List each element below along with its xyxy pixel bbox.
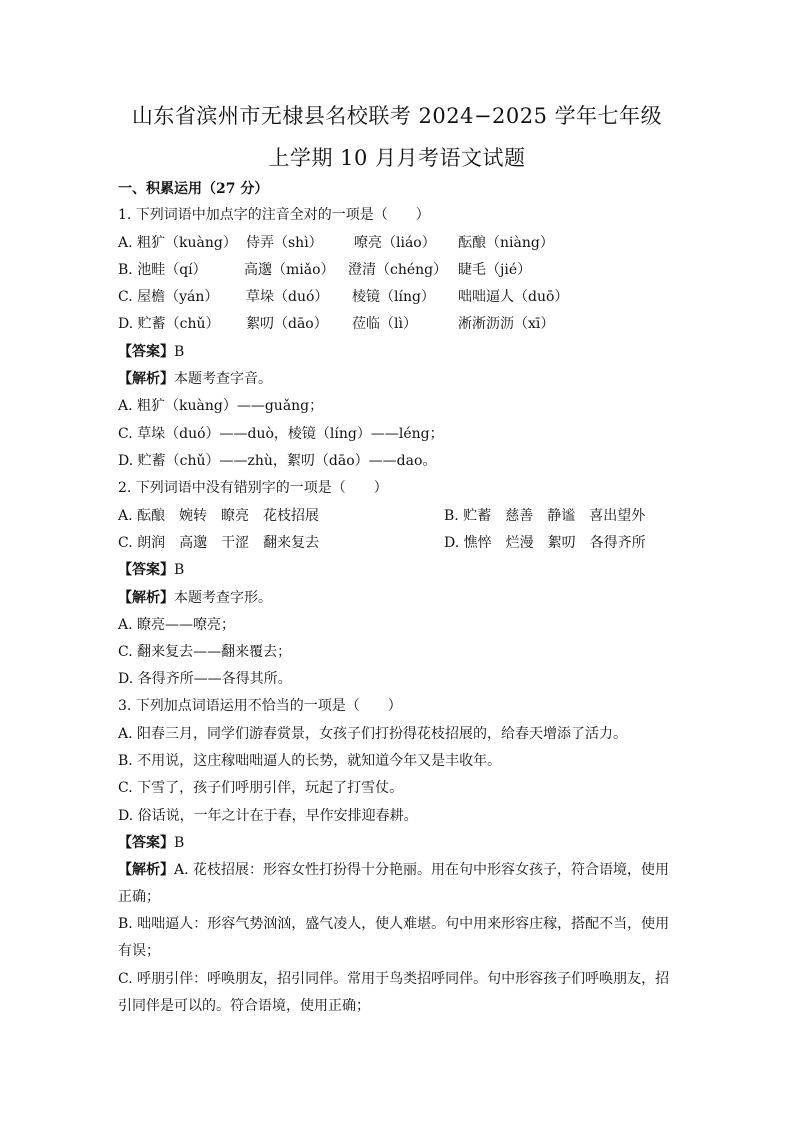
- q1-c-word-1: C. 屋檐（yán）: [118, 289, 219, 305]
- q3-analysis-line: 引同伴是可以的。符合语境，使用正确；: [118, 998, 370, 1014]
- analysis-text: 本题考查字形。: [174, 590, 272, 606]
- q1-d-word-4: 淅淅沥沥（xī）: [458, 316, 555, 332]
- q1-a-word-2: 侍弄（shì）: [246, 235, 323, 251]
- q1-c-word-4: 咄咄逼人（duō）: [458, 289, 569, 305]
- q1-note-d: D. 贮蓄（chǔ）——zhù，絮叨（dāo）——dao。: [118, 453, 437, 469]
- answer-value: B: [174, 835, 185, 851]
- answer-value: B: [174, 562, 185, 578]
- q1-d-word-1: D. 贮蓄（chǔ）: [118, 316, 220, 332]
- analysis-label: 【解析】: [118, 862, 174, 878]
- q3-answer: [118, 834, 184, 852]
- answer-label: 【答案】: [118, 344, 174, 360]
- q1-c-word-2: 草垛（duó）: [246, 289, 329, 305]
- q2-note-c: C. 翻来复去——翻来覆去；: [118, 644, 292, 660]
- section-heading: 一、积累运用（27 分）: [118, 181, 269, 197]
- doc-title-line2: 上学期 10 月月考语文试题: [268, 146, 526, 170]
- q3-option-d: D. 俗话说，一年之计在于春，早作安排迎春耕。: [118, 808, 418, 824]
- q2-option-c: C. 朗润 高邈 干涩 翻来复去: [118, 535, 320, 551]
- q1-option-d-row: [118, 315, 678, 333]
- q1-d-word-3: 莅临（lì）: [352, 316, 417, 332]
- q1-a-word-1: A. 粗犷（kuàng）: [118, 235, 237, 251]
- q2-option-a: A. 酝酿 婉转 瞭亮 花枝招展: [118, 508, 320, 524]
- answer-label: 【答案】: [118, 562, 174, 578]
- q1-b-word-2: 高邈（miǎo）: [244, 262, 335, 278]
- q1-d-word-2: 絮叨（dāo）: [246, 316, 328, 332]
- q2-note-a: A. 瞭亮——嘹亮；: [118, 617, 236, 633]
- q2-option-d: D. 憔悴 烂漫 絮叨 各得齐所: [444, 535, 646, 551]
- q1-option-a-row: [118, 234, 678, 252]
- q3-option-b: B. 不用说，这庄稼咄咄逼人的长势，就知道今年又是丰收年。: [118, 753, 502, 769]
- q1-c-word-3: 棱镜（líng）: [352, 289, 435, 305]
- doc-title-line1: 山东省滨州市无棣县名校联考 2024−2025 学年七年级: [131, 104, 663, 128]
- q1-b-word-4: 睫毛（jié）: [458, 262, 532, 278]
- question-2-stem: 2. 下列词语中没有错别字的一项是（ ）: [118, 480, 388, 496]
- q1-a-word-3: 嘹亮（liáo）: [354, 235, 436, 251]
- q2-note-d: D. 各得齐所——各得其所。: [118, 671, 292, 687]
- q2-option-b: B. 贮蓄 慈善 静谧 喜出望外: [444, 508, 646, 524]
- question-1-stem: 1. 下列词语中加点字的注音全对的一项是（ ）: [118, 207, 430, 223]
- answer-value: B: [174, 344, 185, 360]
- q3-analysis-line: 有误；: [118, 943, 160, 959]
- analysis-label: 【解析】: [118, 590, 174, 606]
- q1-a-word-4: 酝酿（niàng）: [458, 235, 554, 251]
- q1-note-a: A. 粗犷（kuàng）——guǎng；: [118, 398, 324, 414]
- q1-b-word-1: B. 池畦（qí）: [118, 262, 207, 278]
- q3-analysis-line: C. 呼朋引伴：呼唤朋友，招引同伴。常用于鸟类招呼同伴。句中形容孩子们呼唤朋友，招: [118, 971, 670, 987]
- q1-option-c-row: [118, 288, 678, 306]
- q1-option-b-row: [118, 261, 678, 279]
- analysis-text: 本题考查字音。: [174, 371, 272, 387]
- q1-answer: [118, 343, 184, 361]
- question-3-stem: 3. 下列加点词语运用不恰当的一项是（ ）: [118, 698, 402, 714]
- q3-analysis: [118, 861, 669, 879]
- analysis-label: 【解析】: [118, 371, 174, 387]
- q3-analysis-line: 正确；: [118, 889, 160, 905]
- q3-option-a: A. 阳春三月，同学们游春赏景，女孩子们打扮得花枝招展的，给春天增添了活力。: [118, 726, 628, 742]
- q1-b-word-3: 澄清（chéng）: [348, 262, 448, 278]
- q1-analysis: [118, 370, 272, 388]
- q2-analysis: [118, 589, 272, 607]
- q3-analysis-line: B. 咄咄逼人：形容气势汹汹，盛气凌人，使人难堪。句中用来形容庄稼，搭配不当，使用: [118, 916, 670, 932]
- q2-answer: [118, 561, 184, 579]
- q3-option-c: C. 下雪了，孩子们呼朋引伴，玩起了打雪仗。: [118, 780, 404, 796]
- q1-note-c: C. 草垛（duó）——duò，棱镜（líng）——léng；: [118, 426, 444, 442]
- analysis-text: A. 花枝招展：形容女性打扮得十分艳丽。用在句中形容女孩子，符合语境，使用: [174, 862, 670, 878]
- answer-label: 【答案】: [118, 835, 174, 851]
